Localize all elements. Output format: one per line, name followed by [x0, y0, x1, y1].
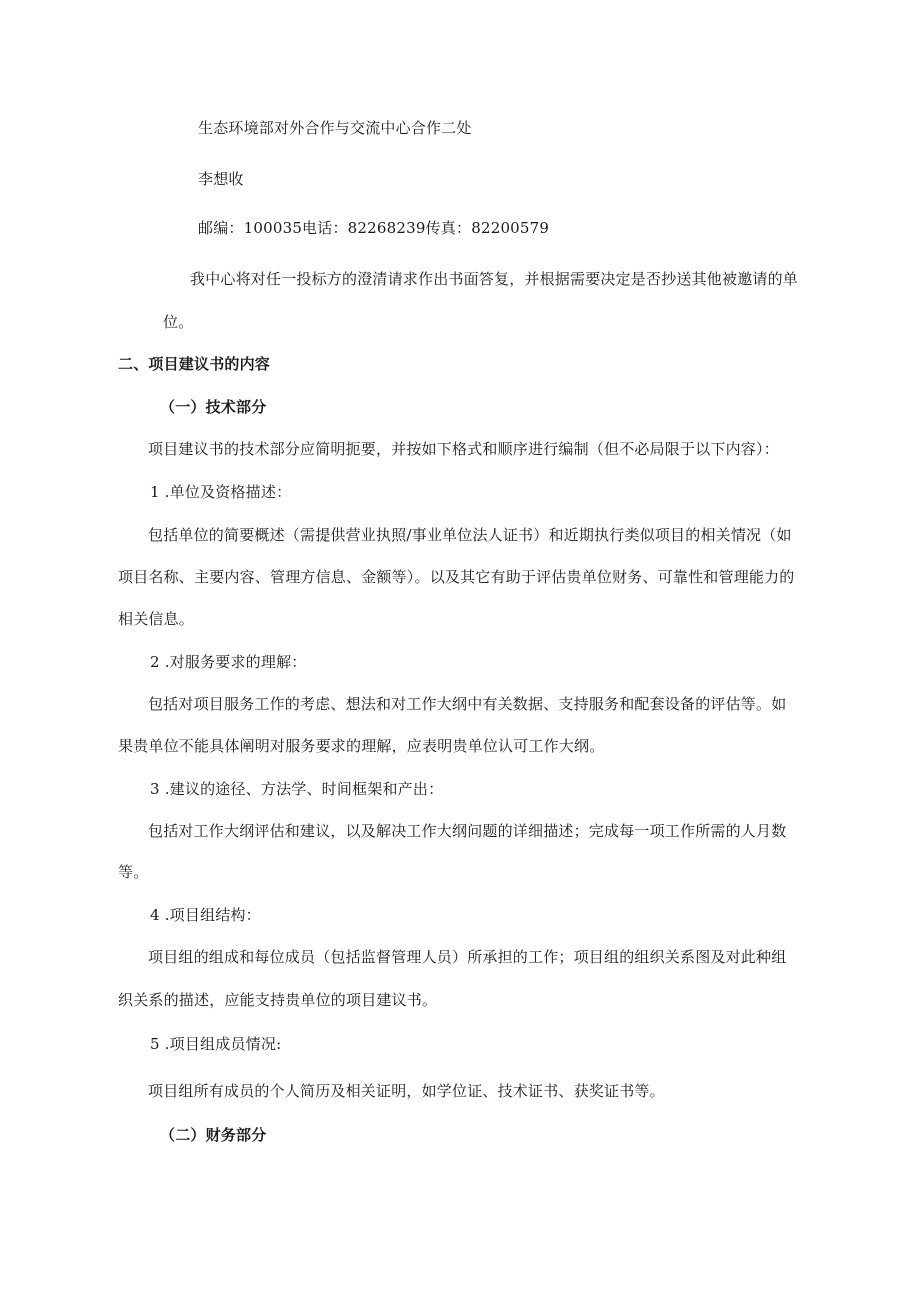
- item-4-line-1: 项目组的组成和每位成员（包括监督管理人员）所承担的工作；项目组的组织关系图及对此种组: [148, 948, 787, 966]
- item-1-line-1: 包括单位的简要概述（需提供营业执照/事业单位法人证书）和近期执行类似项目的相关情况（如: [148, 526, 792, 544]
- item-5-line-1: 项目组所有成员的个人简历及相关证明，如学位证、技术证书、获奖证书等。: [148, 1082, 665, 1100]
- technical-heading: （一）技术部分: [160, 398, 267, 416]
- item-4-title: 4 .项目组结构：: [150, 906, 261, 924]
- item-3-line-2: 等。: [118, 863, 149, 881]
- item-1-line-2: 项目名称、主要内容、管理方信息、金额等）。以及其它有助于评估贵单位财务、可靠性和管理能力的: [118, 568, 795, 586]
- item-5-title: 5 .项目组成员情况:: [150, 1035, 282, 1053]
- item-4-line-2: 织关系的描述，应能支持贵单位的项目建议书。: [118, 991, 438, 1009]
- section-2-heading: 二、项目建议书的内容: [118, 355, 271, 373]
- financial-heading: （二）财务部分: [160, 1126, 267, 1144]
- clarification-line-2: 位。: [163, 313, 194, 331]
- contact-phone-line: 邮编：100035电话：82268239传真：82200579: [198, 219, 550, 237]
- item-1-title: 1 .单位及资格描述：: [150, 483, 292, 501]
- item-3-title: 3 .建议的途径、方法学、时间框架和产出：: [150, 780, 444, 798]
- item-2-line-1: 包括对项目服务工作的考虑、想法和对工作大纲中有关数据、支持服务和配套设备的评估等。如: [148, 695, 787, 713]
- contact-person: 李想收: [198, 170, 244, 188]
- item-2-line-2: 果贵单位不能具体阐明对服务要求的理解，应表明贵单位认可工作大纲。: [118, 737, 605, 755]
- item-3-line-1: 包括对工作大纲评估和建议，以及解决工作大纲问题的详细描述；完成每一项工作所需的人月数: [148, 822, 787, 840]
- contact-office: 生态环境部对外合作与交流中心合作二处: [198, 119, 472, 137]
- technical-intro: 项目建议书的技术部分应简明扼要，并按如下格式和顺序进行编制（但不必局限于以下内容）：: [148, 440, 779, 458]
- item-1-line-3: 相关信息。: [118, 610, 195, 628]
- item-2-title: 2 .对服务要求的理解：: [150, 653, 307, 671]
- clarification-line-1: 我中心将对任一投标方的澄清请求作出书面答复，并根据需要决定是否抄送其他被邀请的单: [190, 270, 799, 288]
